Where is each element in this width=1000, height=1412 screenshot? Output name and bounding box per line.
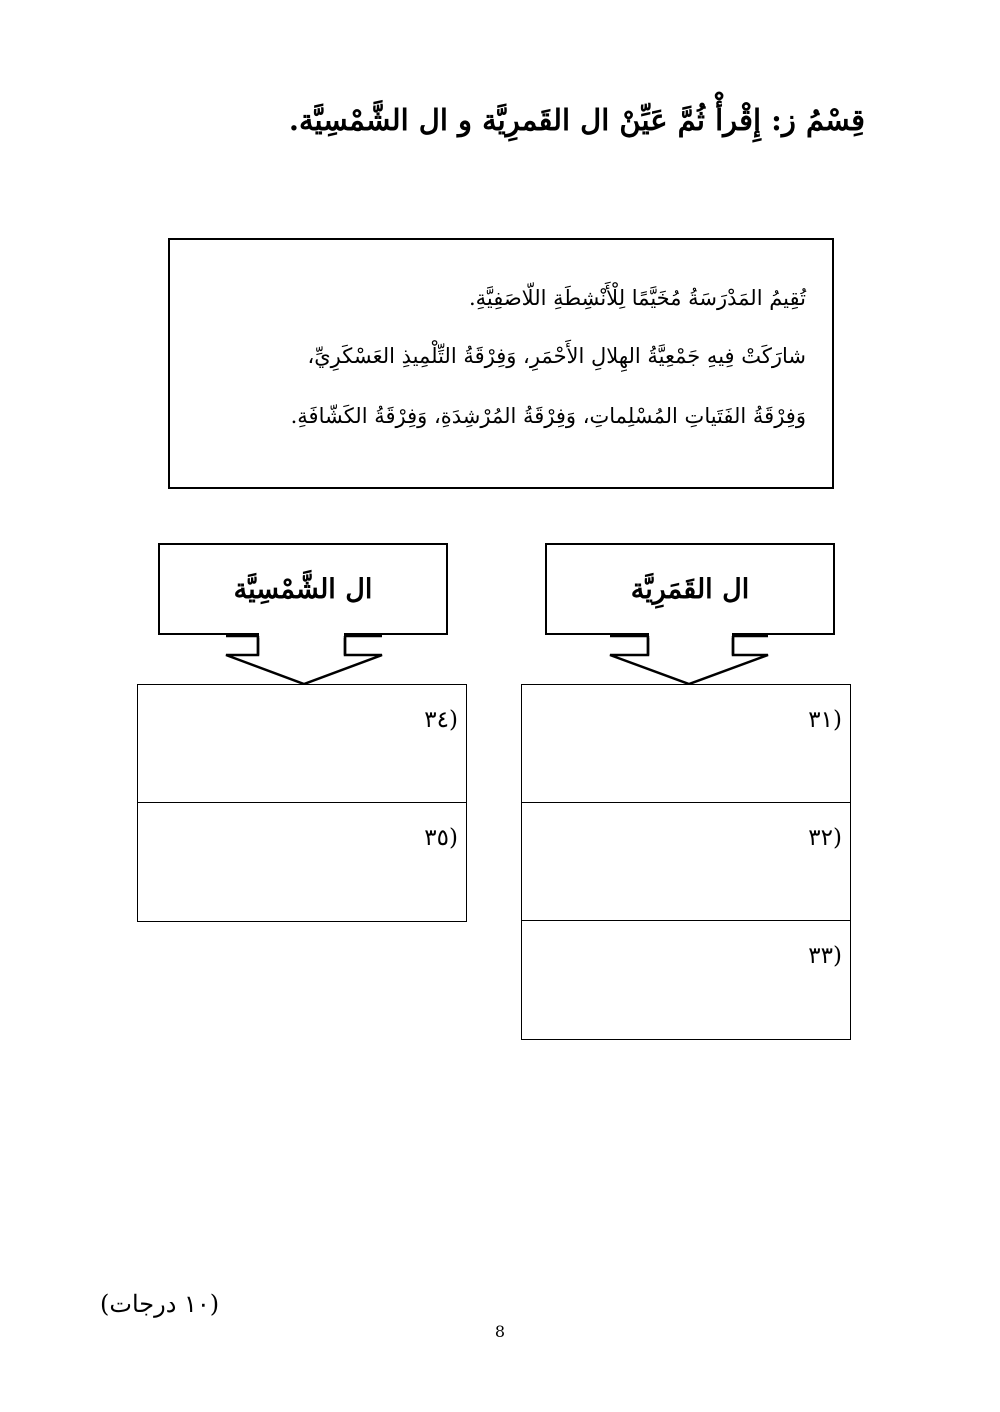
answer-row[interactable] [522,803,850,921]
answer-row[interactable] [138,685,466,803]
answer-row[interactable] [522,921,850,1039]
passage-line-2: شارَكَتْ فِيهِ جَمْعِيَّةُ الهِلالِ الأَحْمَرِ، وَفِرْقَةُ التِّلْمِيذِ العَسْكَرِيِّ، [307,344,806,368]
question-number: ٣١) [808,707,842,733]
passage-line-1: تُقِيمُ المَدْرَسَةُ مُخَيَّمًا لِلْأَنْشِطَةِ اللّاصَفِيَّةِ. [468,286,806,310]
answer-box-shamsiyya [137,684,467,922]
question-number: ٣٢) [808,825,842,851]
marks-label: (١٠ درجات) [100,1290,220,1318]
arrow-joins [0,0,1000,700]
section-title: قِسْمُ ز: إِقْرأْ ثُمَّ عَيِّنْ ال القَمرِيَّة و ال الشَّمْسِيَّة. [288,103,865,137]
answer-row[interactable] [138,803,466,921]
answer-row[interactable] [522,685,850,803]
question-number: ٣٥) [424,825,458,851]
header-qamariyya: ال القَمَرِيَّة [545,543,835,635]
question-number: ٣٤) [424,707,458,733]
answer-box-qamariyya [521,684,851,1040]
page-number: 8 [494,1322,506,1341]
question-number: ٣٣) [808,943,842,969]
header-shamsiyya: ال الشَّمْسِيَّة [158,543,448,635]
passage-line-3: وَفِرْقَةُ الفَتَياتِ المُسْلِماتِ، وَفِرْقَةُ المُرْشِدَةِ، وَفِرْقَةُ الكَشّافَةِ. [290,404,806,428]
